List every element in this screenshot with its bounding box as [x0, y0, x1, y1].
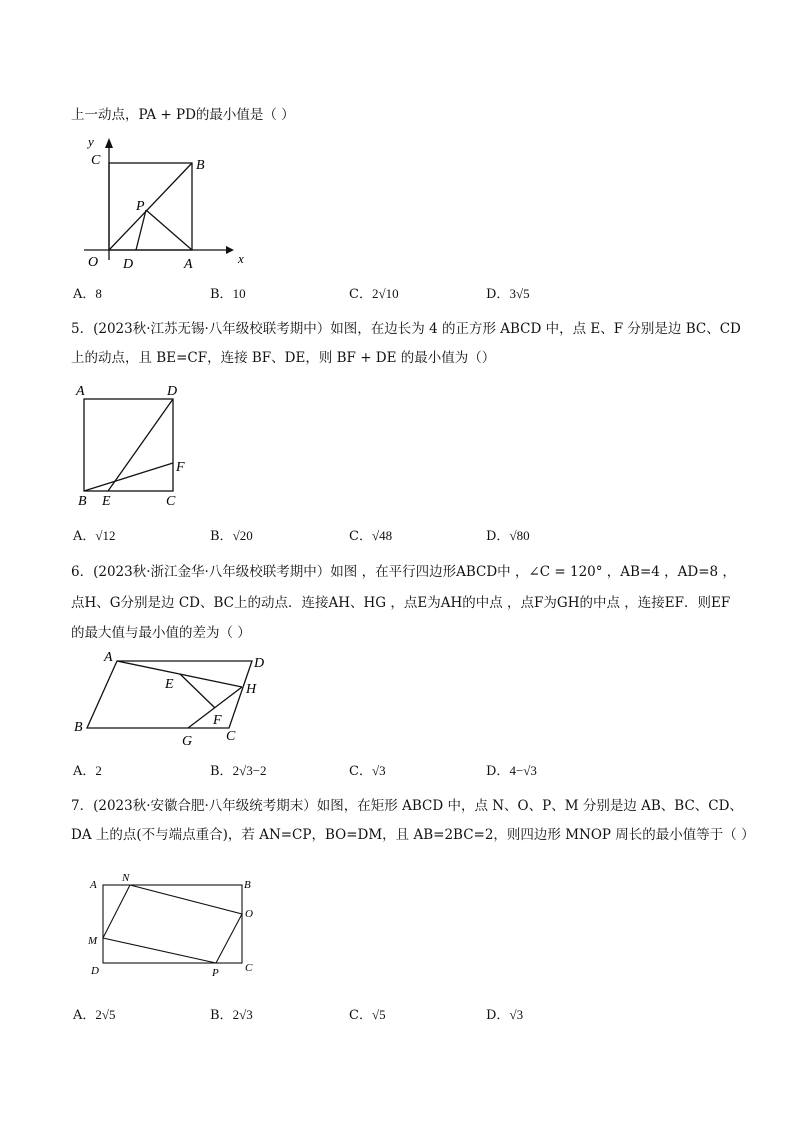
q6-option-b: B．2√3−2	[210, 763, 267, 779]
q6-figure	[70, 648, 280, 748]
q4-label-B: B	[196, 158, 205, 173]
q6-label-C: C	[226, 729, 236, 744]
q4-label-C: C	[91, 153, 101, 168]
q5-label-B: B	[78, 494, 87, 509]
q4-label-P: P	[136, 199, 145, 214]
q6-option-c: C．√3	[349, 763, 386, 779]
q6-option-d: D．4−√3	[486, 763, 537, 779]
q4-figure	[76, 132, 246, 272]
q4-option-c: C．2√10	[349, 286, 399, 302]
q6-stem-line2: 点H、G分别是边 CD、BC上的动点．连接AH、HG ，点E为AH的中点 ，点F为GH的中点 ，连接EF．则EF	[71, 595, 731, 611]
q7-option-d: D．√3	[486, 1007, 524, 1023]
q5-option-c: C．√48	[349, 528, 393, 544]
q7-label-N: N	[122, 872, 130, 884]
q5-label-C: C	[166, 494, 176, 509]
q6-stem-line3: 的最大值与最小值的差为（ ）	[71, 625, 251, 641]
q5-figure	[72, 378, 202, 513]
q5-stem-line2: 上的动点，且 BE=CF，连接 BF、DE，则 BF + DE 的最小值为（）	[71, 350, 496, 366]
q4-label-A: A	[184, 257, 193, 272]
q6-label-G: G	[182, 734, 193, 748]
q4-stem-tail: 上一动点，PA + PD的最小值是（ ）	[71, 107, 295, 123]
q5-label-D: D	[167, 384, 178, 399]
q6-label-E: E	[165, 677, 174, 692]
q7-label-M: M	[88, 935, 98, 947]
q4-option-b: B．10	[210, 286, 246, 302]
q7-label-A: A	[90, 879, 97, 891]
q4-label-x: x	[238, 251, 244, 266]
q4-option-d: D．3√5	[486, 286, 530, 302]
q6-stem-line1: 6．(2023秋·浙江金华·八年级校联考期中）如图 ，在平行四边形ABCD中 ，∠C = 120° ，AB=4 ，AD=8 ，	[71, 564, 736, 580]
q5-label-F: F	[176, 460, 185, 475]
q6-label-F: F	[213, 713, 222, 728]
q5-label-E: E	[102, 494, 111, 509]
q7-stem-line1: 7．(2023秋·安徽合肥·八年级统考期末）如图，在矩形 ABCD 中，点 N、O、P、M 分别是边 AB、BC、CD、	[71, 798, 743, 814]
q5-stem-line1: 5．(2023秋·江苏无锡·八年级校联考期中）如图，在边长为 4 的正方形 ABCD 中，点 E、F 分别是边 BC、CD	[71, 321, 741, 337]
q7-label-B: B	[244, 879, 251, 891]
q5-option-b: B．√20	[210, 528, 253, 544]
q5-option-d: D．√80	[486, 528, 530, 544]
q6-label-A: A	[104, 650, 113, 665]
q4-option-a: A．8	[73, 286, 102, 302]
q5-label-A: A	[76, 384, 85, 399]
q5-option-a: A．√12	[73, 528, 116, 544]
q4-label-D: D	[123, 257, 134, 272]
q7-option-c: C．√5	[349, 1007, 386, 1023]
q7-label-C: C	[245, 962, 253, 974]
q7-label-P: P	[212, 967, 219, 979]
q4-label-y: y	[88, 134, 94, 149]
q7-option-b: B．2√3	[210, 1007, 253, 1023]
q7-label-D: D	[91, 965, 99, 977]
q7-option-a: A．2√5	[73, 1007, 116, 1023]
q6-option-a: A．2	[73, 763, 102, 779]
q6-label-B: B	[74, 720, 83, 735]
q7-figure	[85, 870, 265, 982]
q7-stem-line2: DA 上的点(不与端点重合)，若 AN=CP，BO=DM，且 AB=2BC=2，则四边形 MNOP 周长的最小值等于（ ）	[71, 827, 755, 843]
q7-label-O: O	[245, 908, 253, 920]
q4-label-O: O	[88, 255, 99, 270]
q6-label-H: H	[246, 682, 257, 697]
q6-label-D: D	[254, 656, 265, 671]
